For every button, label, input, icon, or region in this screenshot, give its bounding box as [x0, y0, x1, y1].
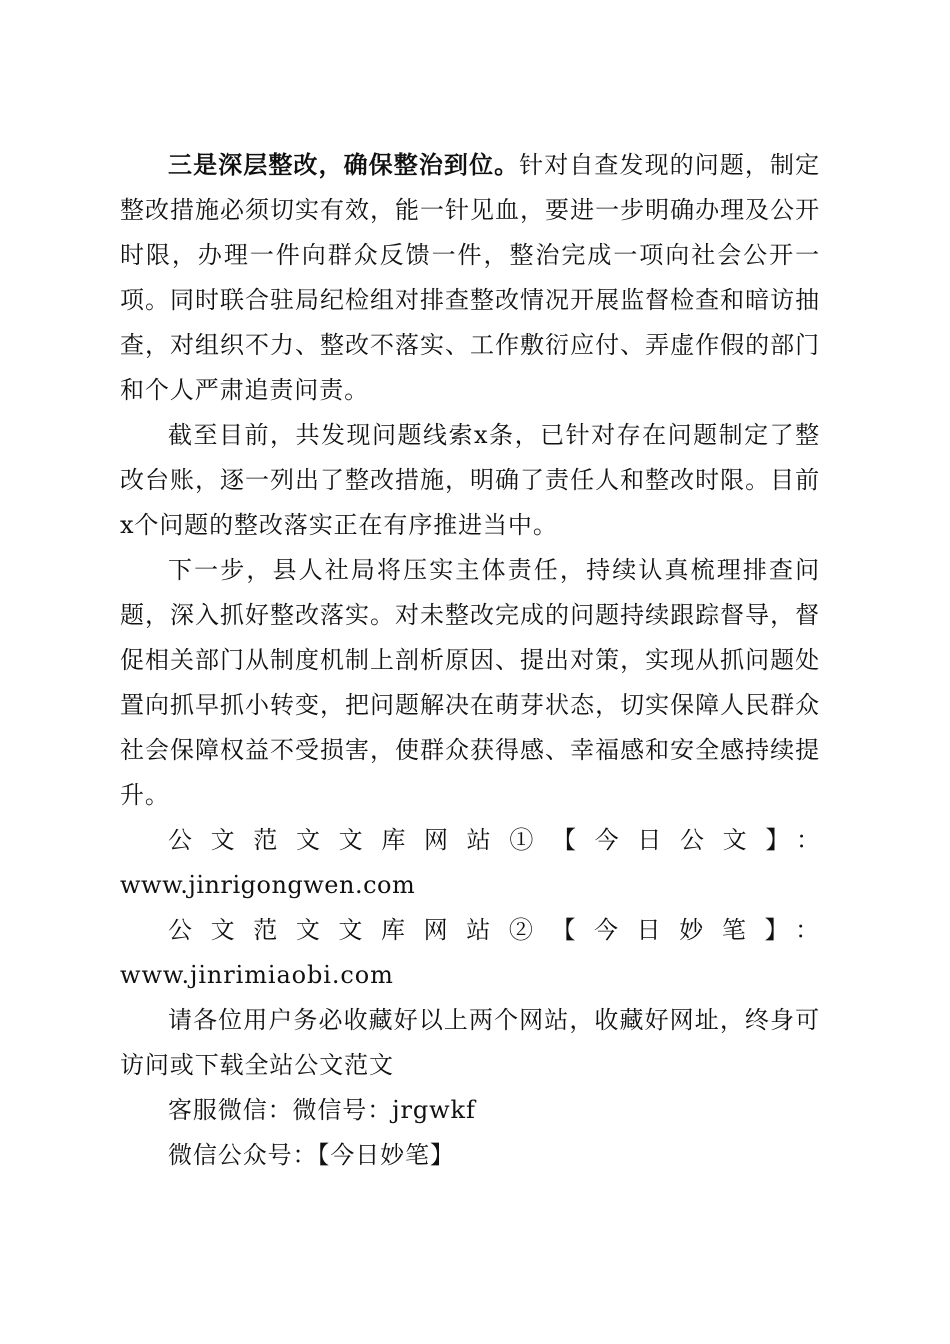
paragraph-lead-heading: 三是深层整改，确保整治到位。 — [168, 150, 520, 179]
footer-site1-label: 公文范文文库网站①【今日公文】： — [168, 826, 820, 854]
footer-wechat-public: 微信公众号：【今日妙笔】 — [168, 1141, 455, 1169]
paragraph-rectification — [120, 142, 820, 413]
footer-site2-line: 公文范文文库网站②【今日妙笔】：www.jinrimiaobi.com — [120, 916, 820, 989]
paragraph-next-steps: 下一步，县人社局将压实主体责任，持续认真梳理排查问题，深入抓好整改落实。对未整改完成的问题持续跟踪督导，督促相关部门从制度机制上剖析原因、提出对策，实现从抓问题处置向抓早抓小转变，把问题解决在萌芽状态，切实保障人民群众社会保障权益不受损害，使群众获得感、幸福感和安全感持续提升。 — [120, 556, 820, 809]
paragraph-body: 针对自查发现的问题，制定整改措施必须切实有效，能一针见血，要进一步明确办理及公开时限，办理一件向群众反馈一件，整治完成一项向社会公开一项。同时联合驻局纪检组对排查整改情况开展监督检查和暗访抽查，对组织不力、整改不落实、工作敷衍应付、弄虚作假的部门和个人严肃追责问责。 — [120, 151, 820, 404]
footer-site1-url: www.jinrigongwen.com — [120, 871, 416, 899]
footer-wechat-service: 客服微信：微信号：jrgwkf — [168, 1096, 476, 1124]
document-page — [120, 142, 820, 1178]
paragraph-progress: 截至目前，共发现问题线索x条，已针对存在问题制定了整改台账，逐一列出了整改措施，明确了责任人和整改时限。目前x个问题的整改落实正在有序推进当中。 — [120, 421, 820, 539]
footer-notice: 请各位用户务必收藏好以上两个网站，收藏好网址，终身可访问或下载全站公文范文 — [120, 1006, 820, 1079]
